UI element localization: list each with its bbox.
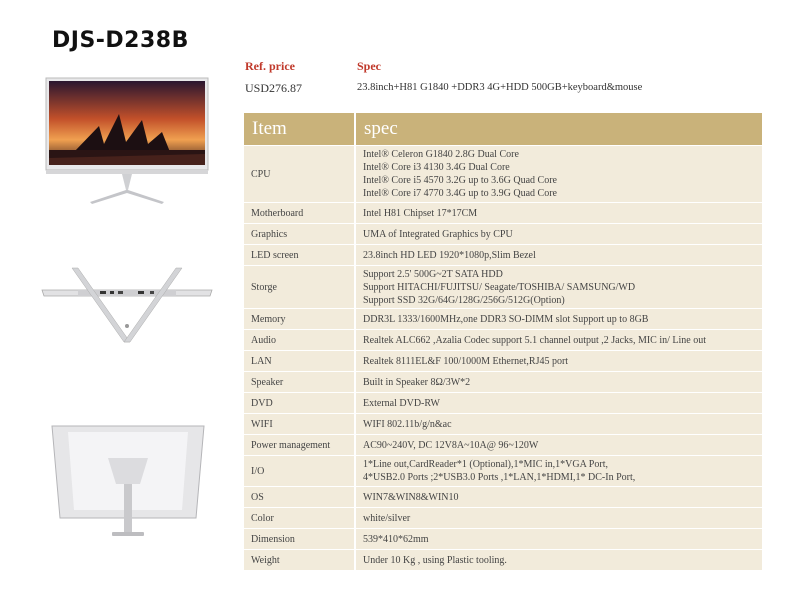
- spec-line: AC90~240V, DC 12V8A~10A@ 96~120W: [363, 439, 539, 451]
- header-item: Item: [244, 113, 356, 145]
- spec-line: External DVD-RW: [363, 397, 440, 409]
- row-item-label: Audio: [244, 330, 356, 350]
- spec-line: Realtek ALC662 ,Azalia Codec support 5.1 channel output ,2 Jacks, MIC in/ Line out: [363, 334, 706, 346]
- row-spec-value: [356, 330, 762, 350]
- spec-line: Support HITACHI/FUJITSU/ Seagate/TOSHIBA/ SAMSUNG/WD: [363, 281, 636, 293]
- table-row: [244, 529, 762, 549]
- ref-price-label: Ref. price: [245, 59, 295, 73]
- row-item-label: Speaker: [244, 372, 356, 392]
- header-spec: spec: [356, 113, 762, 145]
- row-item-label: LED screen: [244, 245, 356, 265]
- table-row: [244, 508, 762, 528]
- table-row: [244, 309, 762, 329]
- spec-line: Support 2.5' 500G~2T SATA HDD: [363, 268, 503, 280]
- row-spec-value: [356, 393, 762, 413]
- spec-line: 23.8inch HD LED 1920*1080p,Slim Bezel: [363, 249, 536, 261]
- spec-line: 539*410*62mm: [363, 533, 429, 545]
- table-row: [244, 224, 762, 244]
- table-row: [244, 393, 762, 413]
- row-item-label: Motherboard: [244, 203, 356, 223]
- table-row: [244, 266, 762, 308]
- row-spec-value: [356, 266, 762, 308]
- spec-table-header: [244, 113, 762, 145]
- row-spec-value: [356, 224, 762, 244]
- spec-summary-value: 23.8inch+H81 G1840 +DDR3 4G+HDD 500GB+keyboard&mouse: [357, 82, 643, 93]
- page-title: DJS-D238B: [52, 28, 189, 53]
- row-spec-value: [356, 487, 762, 507]
- spec-line: WIFI 802.11b/g/n&ac: [363, 418, 452, 430]
- spec-line: UMA of Integrated Graphics by CPU: [363, 228, 513, 240]
- spec-line: Built in Speaker 8Ω/3W*2: [363, 376, 471, 388]
- table-row: [244, 414, 762, 434]
- row-spec-value: [356, 203, 762, 223]
- row-item-label: Memory: [244, 309, 356, 329]
- row-item-label: Power management: [244, 435, 356, 455]
- row-spec-value: [356, 245, 762, 265]
- row-spec-value: [356, 456, 762, 486]
- table-row: [244, 456, 762, 486]
- row-item-label: I/O: [244, 456, 356, 486]
- spec-line: Intel® Core i7 4770 3.4G up to 3.9G Quad Core: [363, 188, 557, 199]
- spec-line: Intel® Celeron G1840 2.8G Dual Core: [363, 149, 519, 160]
- spec-table: [244, 112, 762, 571]
- table-row: [244, 146, 762, 202]
- table-row: [244, 435, 762, 455]
- spec-line: 1*Line out,CardReader*1 (Optional),1*MIC in,1*VGA Port,: [363, 459, 608, 470]
- table-row: [244, 351, 762, 371]
- row-spec-value: [356, 372, 762, 392]
- spec-line: Intel H81 Chipset 17*17CM: [363, 207, 478, 219]
- spec-line: white/silver: [363, 512, 411, 524]
- row-item-label: Storge: [244, 266, 356, 308]
- row-item-label: Graphics: [244, 224, 356, 244]
- spec-line: Realtek 8111EL&F 100/1000M Ethernet,RJ45 port: [363, 355, 569, 367]
- table-row: [244, 487, 762, 507]
- table-row: [244, 203, 762, 223]
- table-row: [244, 550, 762, 570]
- table-row: [244, 245, 762, 265]
- spec-line: Under 10 Kg , using Plastic tooling.: [363, 554, 507, 566]
- row-spec-value: [356, 435, 762, 455]
- row-spec-value: [356, 414, 762, 434]
- monitor-back-image: [48, 418, 208, 543]
- row-spec-value: [356, 529, 762, 549]
- spec-line: DDR3L 1333/1600MHz,one DDR3 SO-DIMM slot Support up to 8GB: [363, 313, 649, 325]
- row-spec-value: [356, 508, 762, 528]
- row-spec-value: [356, 309, 762, 329]
- spec-line: Intel® Core i5 4570 3.2G up to 3.6G Quad Core: [363, 175, 557, 186]
- spec-label: Spec: [357, 59, 381, 73]
- row-spec-value: [356, 550, 762, 570]
- row-spec-value: [356, 146, 762, 202]
- row-item-label: OS: [244, 487, 356, 507]
- table-row: [244, 330, 762, 350]
- row-item-label: WIFI: [244, 414, 356, 434]
- table-row: [244, 372, 762, 392]
- monitor-front-image: [44, 74, 210, 206]
- monitor-top-image: [38, 262, 216, 352]
- row-item-label: Weight: [244, 550, 356, 570]
- spec-line: Intel® Core i3 4130 3.4G Dual Core: [363, 162, 510, 173]
- spec-line: 4*USB2.0 Ports ;2*USB3.0 Ports ,1*LAN,1*HDMI,1* DC-In Port,: [363, 472, 636, 483]
- row-item-label: DVD: [244, 393, 356, 413]
- row-item-label: LAN: [244, 351, 356, 371]
- spec-line: Support SSD 32G/64G/128G/256G/512G(Option): [363, 294, 565, 306]
- spec-line: WIN7&WIN8&WIN10: [363, 491, 459, 503]
- row-spec-value: [356, 351, 762, 371]
- row-item-label: CPU: [244, 146, 356, 202]
- row-item-label: Color: [244, 508, 356, 528]
- row-item-label: Dimension: [244, 529, 356, 549]
- ref-price-value: USD276.87: [245, 81, 303, 95]
